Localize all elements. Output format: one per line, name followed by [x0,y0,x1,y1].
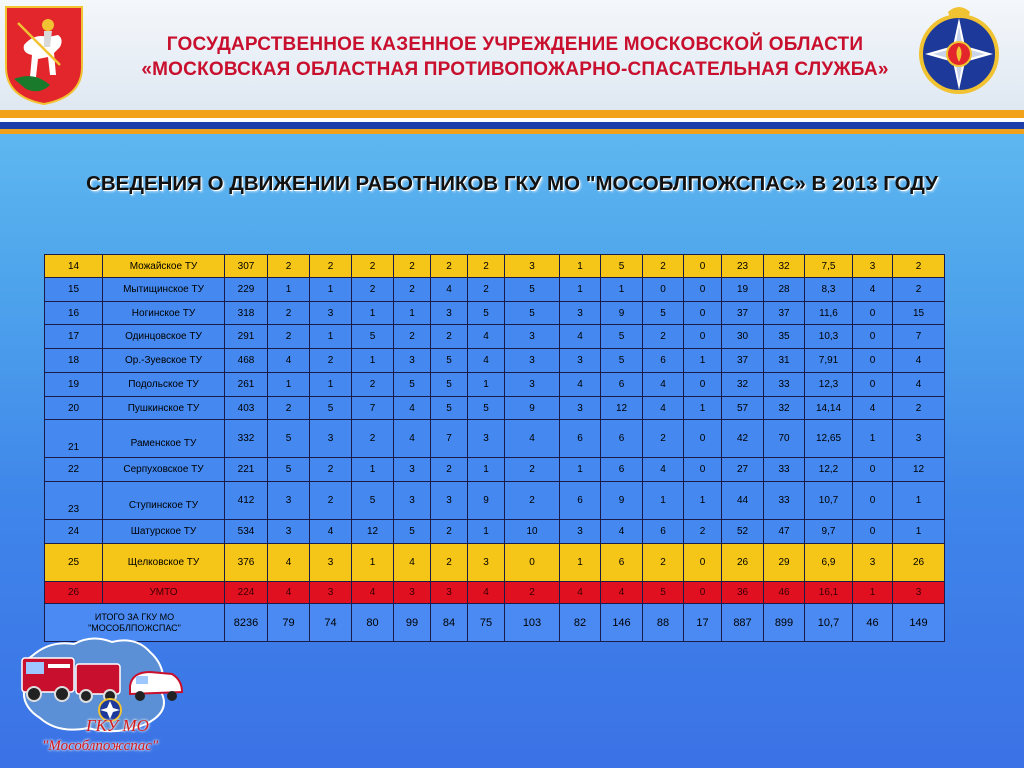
total-value-cell: 82 [560,604,601,642]
value-cell: 2 [684,520,722,544]
slide-title: СВЕДЕНИЯ О ДВИЖЕНИИ РАБОТНИКОВ ГКУ МО "МОСОБЛПОЖСПАС» В 2013 ГОДУ [86,172,938,195]
value-cell: 3 [468,544,505,582]
value-cell: 4 [268,544,310,582]
value-cell: 2 [643,325,684,349]
value-cell: 7 [893,325,945,349]
value-cell: 1 [684,397,722,420]
value-cell: 4 [853,397,893,420]
total-value-cell: 75 [468,604,505,642]
value-cell: 3 [431,482,468,520]
value-cell: 2 [310,349,352,373]
value-cell: 3 [394,582,431,604]
value-cell: 8,3 [805,278,853,302]
value-cell: 5 [468,397,505,420]
row-number-cell: 23 [45,482,103,520]
organization-title [110,32,920,82]
value-cell: 1 [268,373,310,397]
value-cell: 4 [352,582,394,604]
value-cell: 4 [853,278,893,302]
value-cell: 4 [468,325,505,349]
row-number-cell: 17 [45,325,103,349]
value-cell: 2 [394,325,431,349]
value-cell: 318 [225,302,268,325]
value-cell: 261 [225,373,268,397]
value-cell: 534 [225,520,268,544]
value-cell: 2 [505,582,560,604]
value-cell: 1 [310,325,352,349]
value-cell: 5 [601,255,643,278]
value-cell: 4 [643,373,684,397]
value-cell: 57 [722,397,764,420]
total-value-cell: 99 [394,604,431,642]
value-cell: 1 [468,458,505,482]
value-cell: 221 [225,458,268,482]
unit-name-cell: Ногинское ТУ [103,302,225,325]
value-cell: 3 [394,458,431,482]
total-value-cell: 88 [643,604,684,642]
value-cell: 2 [268,255,310,278]
value-cell: 31 [764,349,805,373]
value-cell: 2 [431,255,468,278]
value-cell: 4 [643,458,684,482]
value-cell: 3 [893,582,945,604]
value-cell: 3 [394,482,431,520]
unit-name-cell: Можайское ТУ [103,255,225,278]
value-cell: 4 [601,582,643,604]
value-cell: 5 [431,373,468,397]
value-cell: 7,5 [805,255,853,278]
row-number-cell: 20 [45,397,103,420]
value-cell: 4 [394,397,431,420]
value-cell: 27 [722,458,764,482]
value-cell: 0 [684,420,722,458]
total-value-cell: 887 [722,604,764,642]
value-cell: 2 [468,278,505,302]
value-cell: 6,9 [805,544,853,582]
value-cell: 3 [560,397,601,420]
value-cell: 3 [394,349,431,373]
value-cell: 4 [560,325,601,349]
unit-name-cell: Подольское ТУ [103,373,225,397]
row-number-cell: 19 [45,373,103,397]
value-cell: 3 [431,582,468,604]
value-cell: 5 [505,302,560,325]
value-cell: 376 [225,544,268,582]
value-cell: 2 [468,255,505,278]
value-cell: 7 [431,420,468,458]
value-cell: 33 [764,482,805,520]
table-row [45,397,945,420]
value-cell: 2 [268,302,310,325]
value-cell: 4 [643,397,684,420]
value-cell: 9 [601,482,643,520]
total-value-cell: 80 [352,604,394,642]
value-cell: 12,3 [805,373,853,397]
table-row [45,582,945,604]
value-cell: 7 [352,397,394,420]
value-cell: 2 [431,458,468,482]
value-cell: 403 [225,397,268,420]
value-cell: 26 [893,544,945,582]
row-number-cell: 21 [45,420,103,458]
value-cell: 32 [722,373,764,397]
value-cell: 2 [505,482,560,520]
table-row [45,255,945,278]
value-cell: 1 [893,482,945,520]
value-cell: 3 [505,255,560,278]
value-cell: 5 [310,397,352,420]
value-cell: 3 [310,544,352,582]
value-cell: 12,65 [805,420,853,458]
value-cell: 0 [684,544,722,582]
value-cell: 1 [352,302,394,325]
unit-name-cell: Раменское ТУ [103,420,225,458]
value-cell: 1 [394,302,431,325]
value-cell: 33 [764,373,805,397]
unit-name-cell: УМТО [103,582,225,604]
total-value-cell: 17 [684,604,722,642]
value-cell: 15 [893,302,945,325]
value-cell: 0 [853,302,893,325]
value-cell: 0 [853,520,893,544]
value-cell: 12 [601,397,643,420]
value-cell: 2 [352,255,394,278]
value-cell: 1 [560,458,601,482]
value-cell: 3 [505,325,560,349]
value-cell: 1 [352,544,394,582]
value-cell: 1 [268,278,310,302]
value-cell: 4 [394,544,431,582]
value-cell: 44 [722,482,764,520]
value-cell: 229 [225,278,268,302]
table-row [45,302,945,325]
value-cell: 2 [352,278,394,302]
value-cell: 2 [394,255,431,278]
value-cell: 3 [560,520,601,544]
table-row [45,482,945,520]
value-cell: 3 [310,420,352,458]
value-cell: 3 [310,582,352,604]
value-cell: 5 [505,278,560,302]
value-cell: 7,91 [805,349,853,373]
value-cell: 5 [268,458,310,482]
value-cell: 10 [505,520,560,544]
organization-title-line1: ГОСУДАРСТВЕННОЕ КАЗЕННОЕ УЧРЕЖДЕНИЕ МОСКОВСКОЙ ОБЛАСТИ [166,34,864,55]
value-cell: 35 [764,325,805,349]
value-cell: 29 [764,544,805,582]
value-cell: 2 [268,397,310,420]
value-cell: 4 [505,420,560,458]
value-cell: 2 [431,325,468,349]
value-cell: 1 [643,482,684,520]
value-cell: 0 [853,373,893,397]
value-cell: 2 [310,255,352,278]
row-number-cell: 15 [45,278,103,302]
value-cell: 2 [310,458,352,482]
value-cell: 0 [684,255,722,278]
value-cell: 6 [601,420,643,458]
value-cell: 0 [853,458,893,482]
value-cell: 2 [643,544,684,582]
value-cell: 0 [684,278,722,302]
value-cell: 332 [225,420,268,458]
value-cell: 33 [764,458,805,482]
value-cell: 16,1 [805,582,853,604]
unit-name-cell: Шатурское ТУ [103,520,225,544]
row-number-cell: 24 [45,520,103,544]
value-cell: 2 [352,373,394,397]
value-cell: 3 [853,544,893,582]
value-cell: 468 [225,349,268,373]
table-row [45,325,945,349]
gku-mo-logo [12,628,202,768]
row-number-cell: 14 [45,255,103,278]
value-cell: 2 [431,544,468,582]
value-cell: 5 [643,582,684,604]
value-cell: 5 [268,420,310,458]
value-cell: 19 [722,278,764,302]
value-cell: 5 [431,349,468,373]
value-cell: 5 [394,520,431,544]
value-cell: 1 [468,520,505,544]
value-cell: 11,6 [805,302,853,325]
value-cell: 1 [601,278,643,302]
value-cell: 12 [893,458,945,482]
logo-text-line2: "Мособлпожспас" [42,738,159,754]
value-cell: 5 [601,325,643,349]
value-cell: 0 [853,349,893,373]
total-value-cell: 103 [505,604,560,642]
value-cell: 4 [268,582,310,604]
value-cell: 1 [893,520,945,544]
value-cell: 3 [853,255,893,278]
employee-movement-table [44,254,945,642]
value-cell: 1 [352,349,394,373]
value-cell: 4 [601,520,643,544]
table-row [45,349,945,373]
value-cell: 6 [560,482,601,520]
value-cell: 4 [468,349,505,373]
value-cell: 4 [268,349,310,373]
value-cell: 2 [310,482,352,520]
total-value-cell: 8236 [225,604,268,642]
table-row [45,420,945,458]
value-cell: 2 [268,325,310,349]
row-number-cell: 25 [45,544,103,582]
value-cell: 26 [722,544,764,582]
value-cell: 1 [684,482,722,520]
value-cell: 3 [431,302,468,325]
value-cell: 3 [893,420,945,458]
value-cell: 3 [505,373,560,397]
value-cell: 4 [893,349,945,373]
unit-name-cell: Мытищинское ТУ [103,278,225,302]
value-cell: 3 [268,482,310,520]
value-cell: 1 [310,278,352,302]
value-cell: 0 [505,544,560,582]
value-cell: 5 [431,397,468,420]
value-cell: 1 [310,373,352,397]
value-cell: 9,7 [805,520,853,544]
value-cell: 4 [310,520,352,544]
value-cell: 4 [431,278,468,302]
total-label-line2: "МОСОБЛПОЖСПАС" [88,622,181,633]
value-cell: 2 [643,420,684,458]
table-row [45,278,945,302]
unit-name-cell: Одинцовское ТУ [103,325,225,349]
unit-name-cell: Ор.-Зуевское ТУ [103,349,225,373]
logo-text-line1: ГКУ МО [86,716,149,735]
value-cell: 6 [643,520,684,544]
value-cell: 3 [560,349,601,373]
total-label-line1: ИТОГО ЗА ГКУ МО [94,611,175,622]
total-value-cell: 899 [764,604,805,642]
value-cell: 3 [468,420,505,458]
value-cell: 12,2 [805,458,853,482]
value-cell: 37 [722,349,764,373]
value-cell: 4 [394,420,431,458]
value-cell: 307 [225,255,268,278]
total-value-cell: 10,7 [805,604,853,642]
value-cell: 6 [560,420,601,458]
total-value-cell: 46 [853,604,893,642]
unit-name-cell: Ступинское ТУ [103,482,225,520]
value-cell: 9 [505,397,560,420]
value-cell: 1 [853,420,893,458]
value-cell: 28 [764,278,805,302]
value-cell: 0 [684,325,722,349]
value-cell: 6 [601,373,643,397]
value-cell: 23 [722,255,764,278]
value-cell: 0 [853,482,893,520]
value-cell: 5 [352,482,394,520]
unit-name-cell: Щелковское ТУ [103,544,225,582]
value-cell: 2 [893,278,945,302]
value-cell: 3 [560,302,601,325]
table-row [45,544,945,582]
total-value-cell: 149 [893,604,945,642]
value-cell: 6 [601,458,643,482]
value-cell: 32 [764,255,805,278]
value-cell: 37 [722,302,764,325]
row-number-cell: 26 [45,582,103,604]
table-row [45,520,945,544]
value-cell: 412 [225,482,268,520]
value-cell: 47 [764,520,805,544]
value-cell: 5 [468,302,505,325]
row-number-cell: 16 [45,302,103,325]
value-cell: 0 [684,582,722,604]
total-value-cell: 79 [268,604,310,642]
value-cell: 9 [601,302,643,325]
fire-rescue-emblem-icon [918,2,1000,102]
value-cell: 32 [764,397,805,420]
value-cell: 42 [722,420,764,458]
value-cell: 224 [225,582,268,604]
value-cell: 37 [764,302,805,325]
total-value-cell: 74 [310,604,352,642]
value-cell: 5 [394,373,431,397]
value-cell: 6 [643,349,684,373]
value-cell: 12 [352,520,394,544]
value-cell: 0 [643,278,684,302]
value-cell: 52 [722,520,764,544]
value-cell: 70 [764,420,805,458]
value-cell: 4 [560,582,601,604]
row-number-cell: 22 [45,458,103,482]
value-cell: 1 [468,373,505,397]
value-cell: 5 [352,325,394,349]
moscow-oblast-coat-of-arms-icon [4,5,84,105]
value-cell: 10,3 [805,325,853,349]
value-cell: 3 [505,349,560,373]
value-cell: 0 [684,458,722,482]
value-cell: 4 [560,373,601,397]
value-cell: 1 [684,349,722,373]
value-cell: 9 [468,482,505,520]
value-cell: 3 [268,520,310,544]
total-value-cell: 84 [431,604,468,642]
value-cell: 0 [684,373,722,397]
value-cell: 6 [601,544,643,582]
value-cell: 10,7 [805,482,853,520]
row-number-cell: 18 [45,349,103,373]
value-cell: 1 [560,544,601,582]
value-cell: 5 [643,302,684,325]
value-cell: 1 [853,582,893,604]
value-cell: 4 [893,373,945,397]
value-cell: 2 [893,397,945,420]
total-value-cell: 146 [601,604,643,642]
value-cell: 0 [684,302,722,325]
organization-title-line2: «МОСКОВСКАЯ ОБЛАСТНАЯ ПРОТИВОПОЖАРНО-СПАСАТЕЛЬНАЯ СЛУЖБА» [141,59,889,80]
unit-name-cell: Серпуховское ТУ [103,458,225,482]
value-cell: 2 [643,255,684,278]
value-cell: 36 [722,582,764,604]
value-cell: 4 [468,582,505,604]
value-cell: 2 [394,278,431,302]
value-cell: 1 [560,255,601,278]
value-cell: 1 [352,458,394,482]
table-row [45,458,945,482]
value-cell: 2 [352,420,394,458]
value-cell: 0 [853,325,893,349]
value-cell: 291 [225,325,268,349]
value-cell: 46 [764,582,805,604]
value-cell: 2 [893,255,945,278]
value-cell: 30 [722,325,764,349]
value-cell: 14,14 [805,397,853,420]
header-stripes [0,110,1024,134]
value-cell: 3 [310,302,352,325]
value-cell: 5 [601,349,643,373]
unit-name-cell: Пушкинское ТУ [103,397,225,420]
value-cell: 2 [431,520,468,544]
value-cell: 1 [560,278,601,302]
value-cell: 2 [505,458,560,482]
table-row [45,373,945,397]
